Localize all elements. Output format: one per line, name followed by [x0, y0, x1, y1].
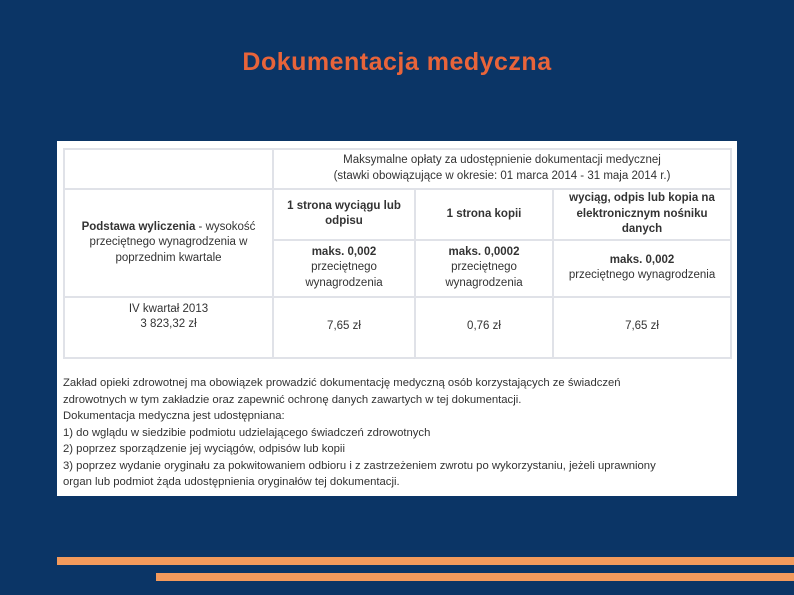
- accent-bar-bottom: [156, 573, 794, 581]
- period-amount: 3 823,32 zł: [140, 318, 197, 331]
- content-panel: [57, 141, 737, 496]
- notes-line: 1) do wglądu w siedzibie podmiotu udzielającego świadczeń zdrowotnych: [63, 426, 431, 439]
- notes-line: Zakład opieki zdrowotnej ma obowiązek prowadzić dokumentację medyczną osób korzystających ze świadczeń: [63, 377, 621, 389]
- basis-label: Podstawa wyliczenia: [81, 220, 196, 233]
- notes-line: 3) poprzez wydanie oryginału za pokwitowaniem odbioru i z zastrzeżeniem zwrotu po wykorzystaniu, jeżeli uprawniony: [63, 459, 656, 472]
- basis-description: - wysokość przeciętnego wynagrodzenia w poprzednim kwartale: [89, 220, 256, 264]
- notes-line: 2) poprzez sporządzenie jej wyciągów, odpisów lub kopii: [63, 443, 345, 455]
- period-label: IV kwartał 2013: [128, 302, 209, 315]
- accent-bar-top: [57, 557, 794, 565]
- table-caption-line: Maksymalne opłaty za udostępnienie dokumentacji medycznej: [343, 154, 661, 167]
- table-caption-line: (stawki obowiązujące w okresie: 01 marca 2014 - 31 maja 2014 r.): [333, 170, 671, 182]
- column-header: 1 strona wyciągu lub odpisu: [273, 189, 415, 240]
- column-header: wyciąg, odpis lub kopia na elektronicznym nośniku danych: [553, 189, 731, 240]
- rate-value: maks. 0,002: [609, 253, 675, 266]
- notes-line: Dokumentacja medyczna jest udostępniana:: [63, 410, 285, 422]
- empty-corner-cell: [64, 149, 273, 189]
- rate-description: przeciętnego wynagrodzenia: [305, 261, 383, 289]
- rate-value: maks. 0,002: [311, 245, 377, 258]
- basis-cell: [64, 189, 273, 297]
- fee-value: 7,65 zł: [553, 297, 731, 358]
- table-caption: [273, 149, 731, 189]
- fee-value: 0,76 zł: [415, 297, 553, 358]
- notes-text: [63, 375, 733, 491]
- rate-description: przeciętnego wynagrodzenia: [445, 261, 523, 289]
- period-cell: [64, 297, 273, 358]
- rate-cell: [415, 240, 553, 297]
- rate-cell: [553, 240, 731, 297]
- notes-line: zdrowotnych w tym zakładzie oraz zapewnić ochronę danych zawartych w tej dokumentacji.: [63, 393, 522, 406]
- fee-value: 7,65 zł: [273, 297, 415, 358]
- notes-line: organ lub podmiot żąda udostępnienia oryginałów tej dokumentacji.: [63, 476, 400, 488]
- rate-cell: [273, 240, 415, 297]
- fees-table: [63, 148, 732, 359]
- slide-title: Dokumentacja medyczna: [242, 48, 552, 76]
- column-header: 1 strona kopii: [415, 189, 553, 240]
- rate-description: przeciętnego wynagrodzenia: [568, 269, 716, 282]
- rate-value: maks. 0,0002: [448, 245, 520, 258]
